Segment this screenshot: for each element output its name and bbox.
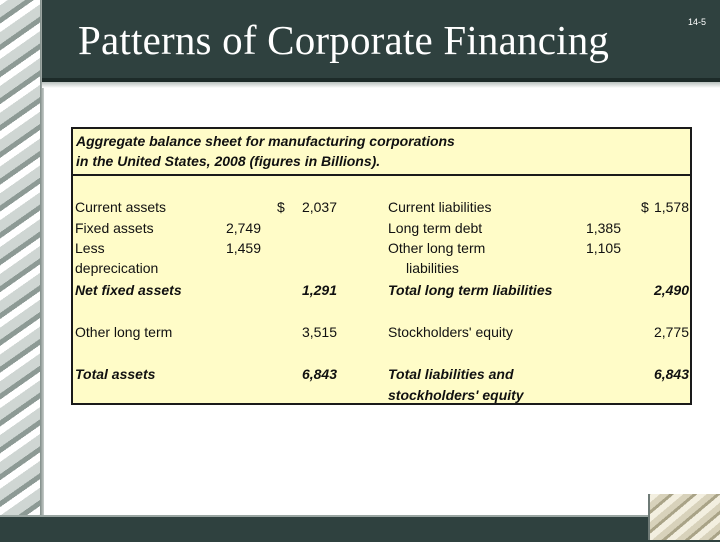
other-long-term-assets-value: 3,515 xyxy=(301,324,337,340)
balance-sheet-table xyxy=(71,127,692,405)
title-shadow xyxy=(42,82,720,88)
caption-line-2: in the United States, 2008 (figures in Billions). xyxy=(76,153,381,169)
current-liabilities-dollar: $ xyxy=(641,199,649,215)
current-assets-value: 2,037 xyxy=(301,199,337,215)
liabilities-label: liabilities xyxy=(406,260,459,276)
bottom-corner-decoration xyxy=(648,494,720,540)
long-term-debt-value: 1,385 xyxy=(585,220,621,236)
fixed-assets-value: 2,749 xyxy=(225,220,261,236)
stockholders-equity-value: 2,775 xyxy=(653,324,689,340)
total-long-term-liabilities-label: Total long term liabilities xyxy=(388,282,553,298)
slide-title: Patterns of Corporate Financing xyxy=(78,17,610,63)
depreciation-label: deprecication xyxy=(75,260,159,276)
current-assets-dollar: $ xyxy=(277,199,285,215)
total-liabilities-label-1: Total liabilities and xyxy=(388,366,514,382)
other-long-term-liabilities-value: 1,105 xyxy=(585,240,621,256)
total-long-term-liabilities-value: 2,490 xyxy=(653,282,689,298)
stockholders-equity-label: Stockholders' equity xyxy=(388,324,513,340)
other-long-term-assets-label: Other long term xyxy=(75,324,173,340)
caption-line-1: Aggregate balance sheet for manufacturing corporations xyxy=(76,133,455,149)
left-decorative-strip xyxy=(0,0,42,540)
current-assets-label: Current assets xyxy=(75,199,167,215)
total-assets-label: Total assets xyxy=(75,366,156,382)
current-liabilities-label: Current liabilities xyxy=(388,199,492,215)
bottom-bar xyxy=(0,515,720,542)
current-liabilities-value: 1,578 xyxy=(653,199,689,215)
total-liabilities-value: 6,843 xyxy=(653,366,689,382)
fixed-assets-label: Fixed assets xyxy=(75,220,154,236)
page-number: 14-5 xyxy=(688,17,707,27)
less-label: Less xyxy=(75,240,105,256)
net-fixed-assets-value: 1,291 xyxy=(301,282,337,298)
long-term-debt-label: Long term debt xyxy=(388,220,483,236)
other-long-term-liabilities-label: Other long term xyxy=(388,240,486,256)
total-assets-value: 6,843 xyxy=(301,366,337,382)
net-fixed-assets-label: Net fixed assets xyxy=(75,282,182,298)
less-value: 1,459 xyxy=(225,240,261,256)
table-caption xyxy=(73,129,690,176)
total-liabilities-label-2: stockholders' equity xyxy=(388,387,524,403)
